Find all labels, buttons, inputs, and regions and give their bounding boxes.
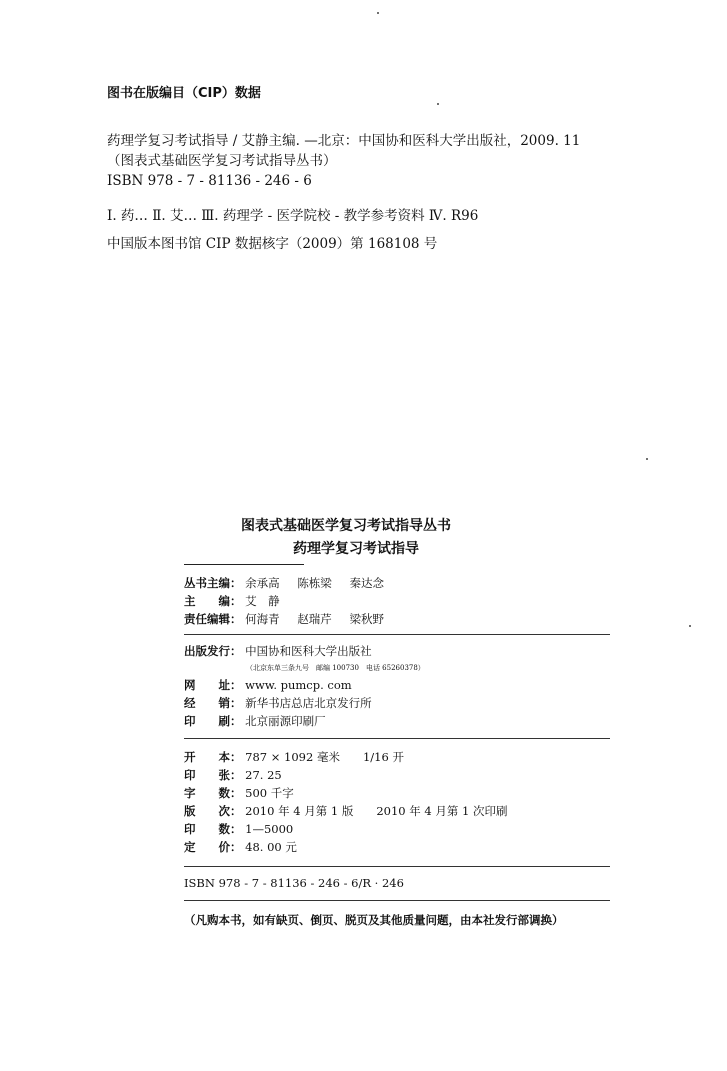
print-run-label: 印 数： (184, 822, 242, 836)
publisher-address: （北京东单三条九号 邮编 100730 电话 65260378） (246, 664, 425, 672)
publisher-name: 中国协和医科大学出版社 (245, 644, 372, 658)
editor-row (184, 594, 280, 608)
words-label: 字 数： (184, 786, 242, 800)
responsible-editors-label: 责任编辑： (184, 612, 242, 626)
responsible-editor: 何海青 (245, 612, 280, 626)
responsible-editors (245, 612, 398, 626)
scan-speck (646, 458, 648, 460)
series-editor: 秦达念 (349, 576, 384, 590)
cip-title-line: 药理学复习考试指导 / 艾静主编. —北京：中国协和医科大学出版社，2009. 11 (107, 133, 581, 149)
website-row (184, 678, 352, 692)
sheets-row (184, 768, 282, 782)
responsible-editor: 赵瑞芹 (297, 612, 332, 626)
divider (184, 738, 610, 739)
publisher-row (184, 644, 372, 658)
sheets-value: 27. 25 (245, 768, 282, 782)
divider (184, 634, 610, 635)
series-editors-row (184, 576, 398, 590)
printer-name: 北京丽源印刷厂 (245, 714, 326, 728)
sheets-label: 印 张： (184, 768, 242, 782)
isbn-full: ISBN 978 - 7 - 81136 - 246 - 6/R · 246 (184, 876, 404, 890)
series-editors (245, 576, 398, 590)
price-row (184, 840, 297, 854)
format-value: 787 × 1092 毫米 1/16 开 (245, 750, 404, 764)
edition-label: 版 次： (184, 804, 242, 818)
format-label: 开 本： (184, 750, 242, 764)
website-label: 网 址： (184, 678, 242, 692)
editor-label: 主 编： (184, 594, 242, 608)
price-value: 48. 00 元 (245, 840, 297, 854)
distributor-label: 经 销： (184, 696, 242, 710)
price-label: 定 价： (184, 840, 242, 854)
scan-speck (689, 625, 691, 627)
series-editor: 陈栋梁 (297, 576, 332, 590)
series-editors-label: 丛书主编： (184, 576, 242, 590)
series-editor: 余承高 (245, 576, 280, 590)
edition-row (184, 804, 508, 818)
distributor-row (184, 696, 372, 710)
words-row (184, 786, 294, 800)
print-run-row (184, 822, 293, 836)
divider (184, 564, 304, 565)
book-title: 药理学复习考试指导 (293, 541, 419, 557)
quality-notice: （凡购本书，如有缺页、倒页、脱页及其他质量问题，由本社发行部调换） (184, 913, 564, 927)
edition-value: 2010 年 4 月第 1 版 2010 年 4 月第 1 次印刷 (245, 804, 508, 818)
cip-record-number: 中国版本图书馆 CIP 数据核字（2009）第 168108 号 (107, 236, 438, 252)
responsible-editor: 梁秋野 (349, 612, 384, 626)
series-title: 图表式基础医学复习考试指导丛书 (241, 518, 451, 534)
printer-label: 印 刷： (184, 714, 242, 728)
divider (184, 866, 610, 867)
divider (184, 900, 610, 901)
cip-series-line: （图表式基础医学复习考试指导丛书） (107, 153, 337, 169)
scan-speck (437, 103, 439, 105)
website-url: www. pumcp. com (245, 678, 352, 692)
distributor-name: 新华书店总店北京发行所 (245, 696, 372, 710)
cip-isbn-line: ISBN 978 - 7 - 81136 - 246 - 6 (107, 173, 312, 189)
editor-name: 艾 静 (245, 594, 280, 608)
print-run-value: 1—5000 (245, 822, 294, 836)
printer-row (184, 714, 326, 728)
words-value: 500 千字 (245, 786, 294, 800)
cip-classification-line: Ⅰ. 药… Ⅱ. 艾… Ⅲ. 药理学 - 医学院校 - 教学参考资料 Ⅳ. R96 (107, 208, 479, 224)
responsible-editors-row (184, 612, 398, 626)
cip-heading: 图书在版编目（CIP）数据 (107, 86, 261, 101)
scan-speck (377, 12, 379, 14)
publisher-label: 出版发行： (184, 644, 242, 658)
format-row (184, 750, 404, 764)
